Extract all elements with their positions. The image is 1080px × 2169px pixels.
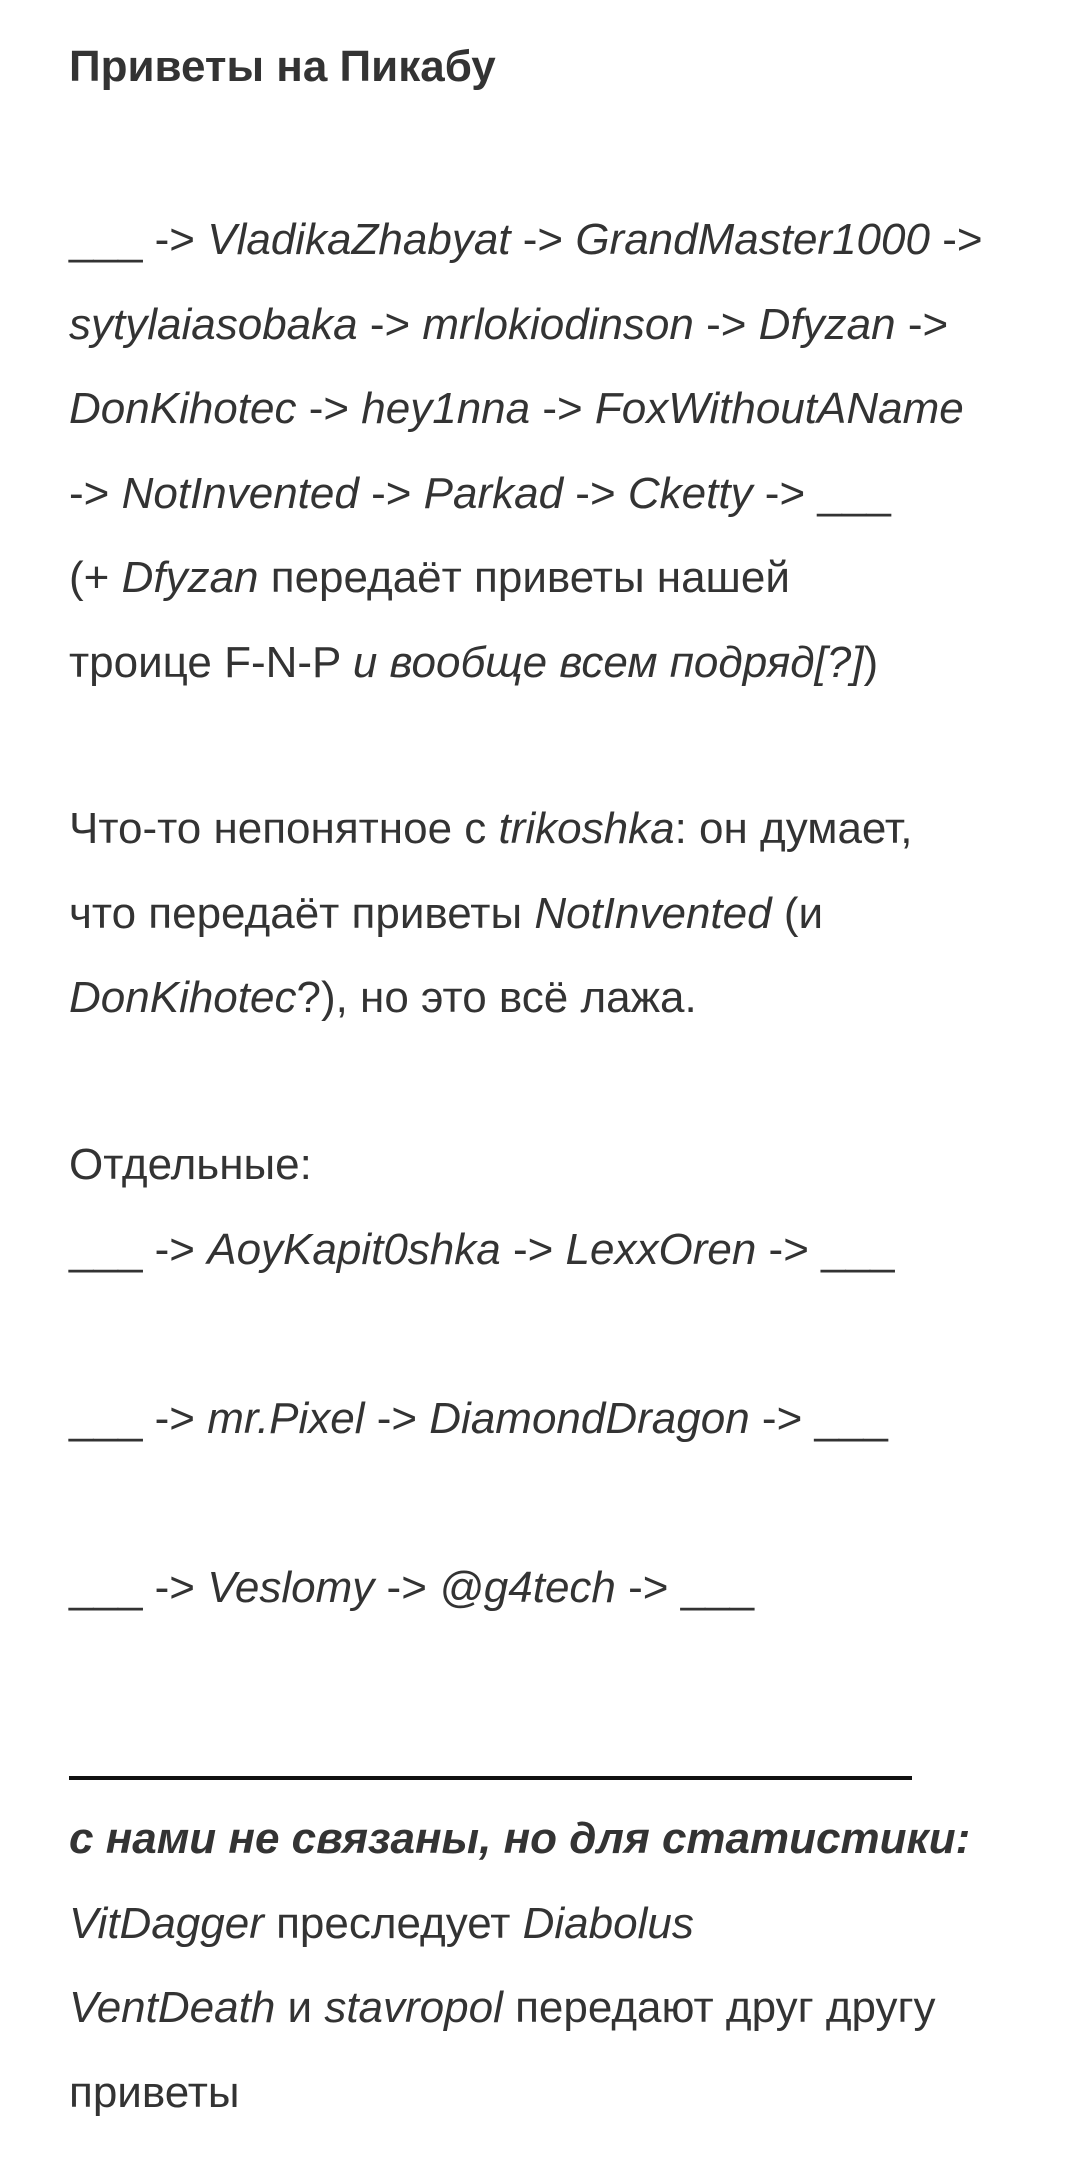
username: DiamondDragon <box>429 1394 750 1443</box>
chain-line-5 <box>69 536 1029 621</box>
separate-heading-block <box>69 1123 1029 1292</box>
username: VitDagger <box>69 1898 264 1948</box>
chain-text: -> <box>895 299 949 349</box>
chain-text: -> <box>500 1224 566 1274</box>
username: mr.Pixel <box>207 1394 365 1443</box>
chain-text: -> <box>530 384 595 433</box>
chain-text: (+ <box>69 553 122 602</box>
separate-chain-3-block <box>69 1546 1029 1631</box>
paragraph-text: что передаёт приветы <box>69 888 535 938</box>
paragraph-text: ?), но это всё лажа. <box>296 973 697 1022</box>
separate-chain-2-block <box>69 1377 1029 1462</box>
chain-text: -> <box>357 299 423 349</box>
username: Veslomy <box>207 1563 375 1612</box>
unclear-line-1 <box>69 787 1029 872</box>
chain-text: -> ___ <box>752 468 891 518</box>
chain-text: -> ___ <box>749 1394 888 1443</box>
emphasis-text: и вообще всем подряд[?] <box>352 637 864 687</box>
chain-text: ___ -> <box>69 215 208 264</box>
chain-line-2 <box>69 283 1029 368</box>
username: hey1nna <box>361 384 531 433</box>
username: DonKihotec <box>69 384 297 433</box>
paragraph-text: Что-то непонятное с <box>69 804 499 853</box>
username: FoxWithoutAName <box>594 384 964 433</box>
username: stavropol <box>324 1983 503 2032</box>
username: LexxOren <box>565 1224 757 1274</box>
chain-line-6 <box>69 621 1029 706</box>
stats-heading: с нами не связаны, но для статистики: <box>69 1814 971 1863</box>
unclear-paragraph <box>69 787 1029 1041</box>
stats-line-3: приветы <box>69 2067 240 2117</box>
chain-text: -> <box>563 468 628 518</box>
username: DonKihotec <box>69 973 297 1022</box>
chain-text: троице F-N-P <box>69 637 353 687</box>
page-title: Приветы на Пикабу <box>69 42 496 91</box>
username: trikoshka <box>498 804 675 853</box>
separate-heading: Отдельные: <box>69 1140 312 1189</box>
unclear-line-2 <box>69 872 1029 957</box>
chain-text: ) <box>863 637 879 687</box>
username: @g4tech <box>439 1563 616 1612</box>
main-chain-paragraph <box>69 198 1029 705</box>
chain-text: -> ___ <box>756 1224 895 1274</box>
chain-text: ___ -> <box>69 1563 208 1612</box>
chain-line-4 <box>69 452 1029 537</box>
paragraph-text: и <box>275 1983 325 2032</box>
stats-paragraph <box>69 1797 1029 2135</box>
username: Dfyzan <box>758 299 896 349</box>
unclear-line-3 <box>69 956 1029 1041</box>
chain-line-3 <box>69 367 1029 452</box>
username: NotInvented <box>121 468 359 518</box>
stats-line-1 <box>69 1882 1029 1967</box>
username: VentDeath <box>69 1983 276 2032</box>
separate-chain-3 <box>69 1546 1029 1631</box>
username: GrandMaster1000 <box>575 215 930 264</box>
chain-text: -> <box>296 384 362 433</box>
username: VladikaZhabyat <box>207 215 511 264</box>
username: Cketty <box>627 468 753 518</box>
username: Parkad <box>423 468 564 518</box>
username: NotInvented <box>534 888 772 938</box>
stats-line-2 <box>69 1966 1029 2051</box>
username: AoyKapit0shka <box>207 1224 501 1274</box>
paragraph-text: передают друг другу <box>502 1983 936 2032</box>
paragraph-text: преследует <box>263 1898 523 1948</box>
chain-text: -> ___ <box>615 1563 755 1612</box>
chain-text: -> <box>929 215 983 264</box>
username: Diabolus <box>522 1898 694 1948</box>
chain-text: -> <box>69 468 122 518</box>
paragraph-text: (и <box>771 888 824 938</box>
chain-text: -> <box>358 468 424 518</box>
chain-text: -> <box>693 299 759 349</box>
username: sytylaiasobaka <box>69 299 358 349</box>
chain-text: -> <box>374 1563 440 1612</box>
username: Dfyzan <box>121 553 259 602</box>
chain-text: ___ -> <box>69 1224 208 1274</box>
chain-text: -> <box>510 215 576 264</box>
separate-chain-2 <box>69 1377 1029 1462</box>
paragraph-text: : он думает, <box>674 804 913 853</box>
chain-text: ___ -> <box>69 1394 208 1443</box>
chain-text: -> <box>364 1394 430 1443</box>
horizontal-divider <box>69 1776 912 1780</box>
chain-text: передаёт приветы нашей <box>258 553 790 602</box>
separate-chain-1 <box>69 1208 1029 1293</box>
username: mrlokiodinson <box>422 299 694 349</box>
chain-line-1 <box>69 198 1029 283</box>
